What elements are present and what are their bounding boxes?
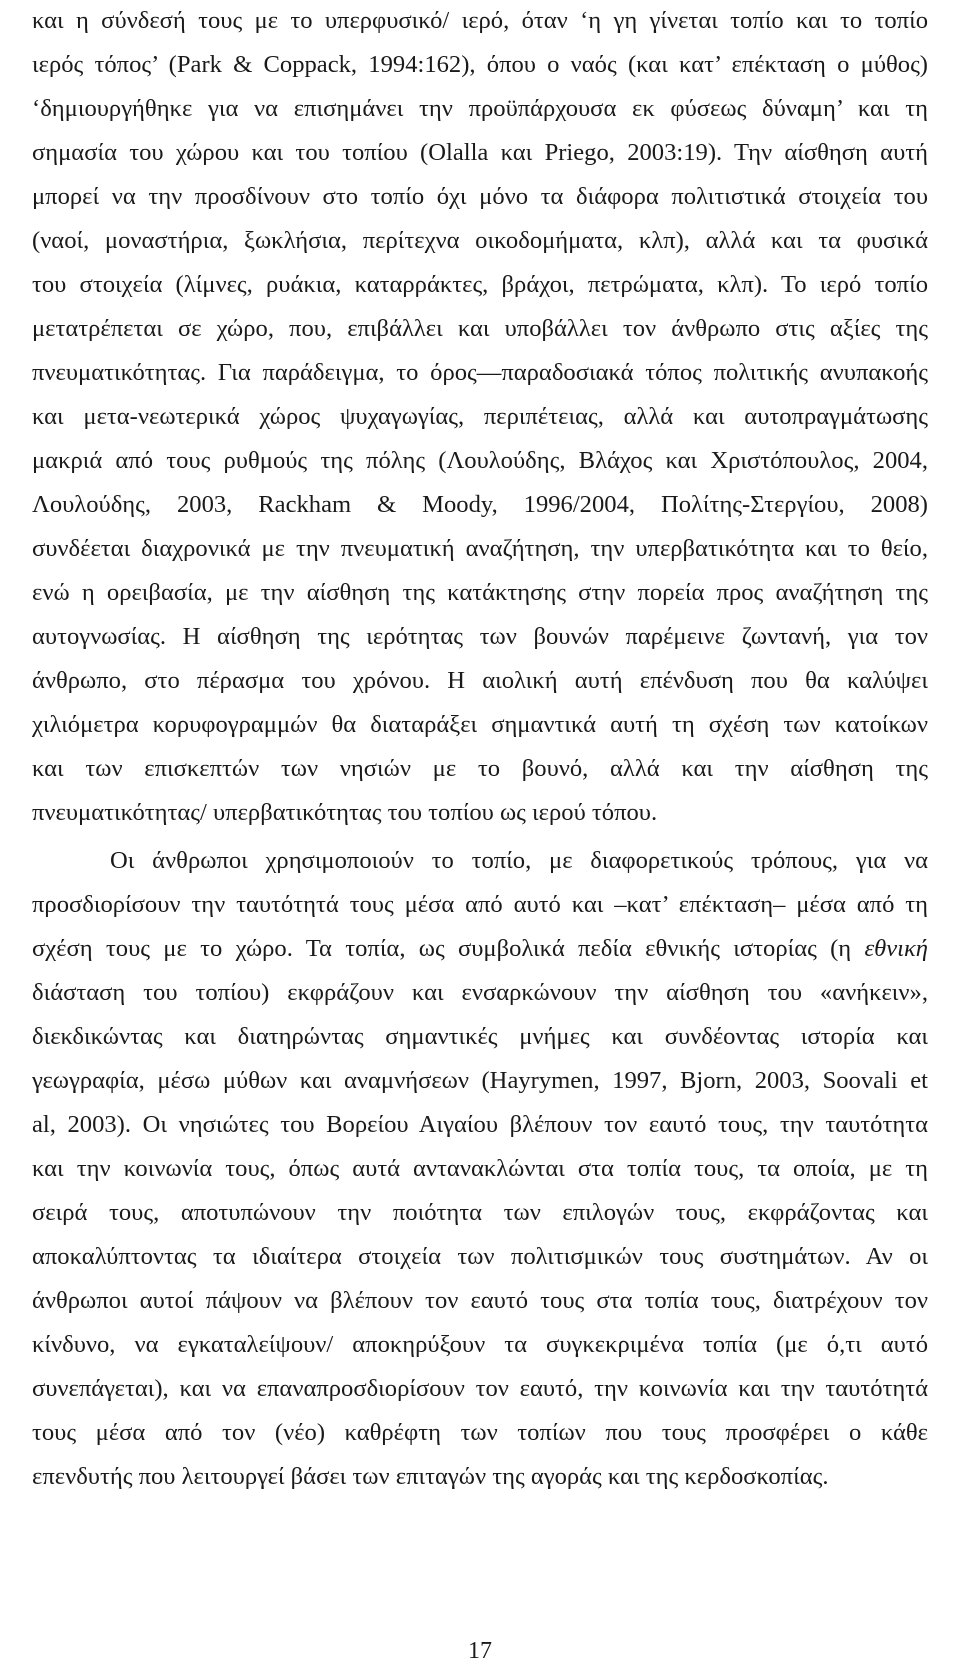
text-line: ιερός τόπος’ (Park & Coppack, 1994:162), όπου ο ναός (και κατ’ επέκταση ο μύθος) [32,51,928,78]
document-page [32,0,928,1678]
text-line: προσδιορίσουν την ταυτότητά τους μέσα από αυτό και –κατ’ επέκταση– μέσα από τη [32,891,928,918]
text-line: σειρά τους, αποτυπώνουν την ποιότητα των επιλογών τους, εκφράζοντας και [32,1199,928,1226]
text-line: κίνδυνο, να εγκαταλείψουν/ αποκηρύξουν τα συγκεκριμένα τοπία (με ό,τι αυτό [32,1331,928,1358]
text-line: ενώ η ορειβασία, με την αίσθηση της κατάκτησης στην πορεία προς αναζήτηση της [32,579,928,606]
text-line: πνευματικότητας. Για παράδειγμα, το όρος—παραδοσιακά τόπος πολιτικής ανυπακοής [32,359,928,386]
text-line: και η σύνδεσή τους με το υπερφυσικό/ ιερό, όταν ‘η γη γίνεται τοπίο και το τοπίο [32,7,928,34]
text-line [32,934,928,964]
text-run: σχέση τους με το χώρο. Τα τοπία, ως συμβολικά πεδία εθνικής ιστορίας (η [32,935,865,962]
text-line: και μετα-νεωτερικά χώρος ψυχαγωγίας, περιπέτειας, αλλά και αυτοπραγμάτωσης [32,403,928,430]
text-line: επενδυτής που λειτουργεί βάσει των επιταγών της αγοράς και της κερδοσκοπίας. [32,1463,829,1490]
text-line: μπορεί να την προσδίνουν στο τοπίο όχι μόνο τα διάφορα πολιτιστικά στοιχεία του [32,183,928,210]
text-line: και την κοινωνία τους, όπως αυτά αντανακλώνται στα τοπία τους, τα οποία, με τη [32,1155,928,1182]
text-line: χιλιόμετρα κορυφογραμμών θα διαταράξει σημαντικά αυτή τη σχέση των κατοίκων [32,711,928,738]
text-line: συνεπάγεται), και να επαναπροσδιορίσουν τον εαυτό, την κοινωνία και την ταυτότητά [32,1375,928,1402]
text-line: συνδέεται διαχρονικά με την πνευματική αναζήτηση, την υπερβατικότητα και το θείο, [32,535,928,562]
text-line: αυτογνωσίας. Η αίσθηση της ιερότητας των βουνών παρέμεινε ζωντανή, για τον [32,623,928,650]
text-line: διάσταση του τοπίου) εκφράζουν και ενσαρκώνουν την αίσθηση του «ανήκειν», [32,979,928,1006]
text-line: ‘δημιουργήθηκε για να επισημάνει την προϋπάρχουσα εκ φύσεως δύναμη’ και τη [32,95,928,122]
text-line: Λουλούδης, 2003, Rackham & Moody, 1996/2004, Πολίτης-Στεργίου, 2008) [32,491,928,518]
text-line: αποκαλύπτοντας τα ιδιαίτερα στοιχεία των πολιτισμικών τους συστημάτων. Αν οι [32,1243,928,1270]
text-line: μετατρέπεται σε χώρο, που, επιβάλλει και υποβάλλει τον άνθρωπο στις αξίες της [32,315,928,342]
text-line: τους μέσα από τον (νέο) καθρέφτη των τοπίων που τους προσφέρει ο κάθε [32,1419,928,1446]
text-line: al, 2003). Οι νησιώτες του Βορείου Αιγαίου βλέπουν τον εαυτό τους, την ταυτότητα [32,1111,928,1138]
emphasis-text: εθνική [864,935,928,962]
text-line: (ναοί, μοναστήρια, ξωκλήσια, περίτεχνα οικοδομήματα, κλπ), αλλά και τα φυσικά [32,227,928,254]
text-line: μακριά από τους ρυθμούς της πόλης (Λουλούδης, Βλάχος και Χριστόπουλος, 2004, [32,447,928,474]
text-line: πνευματικότητας/ υπερβατικότητας του τοπίου ως ιερού τόπου. [32,799,658,826]
text-line: άνθρωποι αυτοί πάψουν να βλέπουν τον εαυτό τους στα τοπία τους, διατρέχουν τον [32,1287,928,1314]
page-number: 17 [468,1638,492,1664]
text-line: γεωγραφία, μέσω μύθων και αναμνήσεων (Hayrymen, 1997, Bjorn, 2003, Soovali et [32,1067,928,1094]
text-line: του στοιχεία (λίμνες, ρυάκια, καταρράκτες, βράχοι, πετρώματα, κλπ). Το ιερό τοπίο [32,271,928,298]
text-line: σημασία του χώρου και του τοπίου (Olalla και Priego, 2003:19). Την αίσθηση αυτή [32,139,928,166]
text-line: και των επισκεπτών των νησιών με το βουνό, αλλά και την αίσθηση της [32,755,928,782]
text-line: διεκδικώντας και διατηρώντας σημαντικές μνήμες και συνδέοντας ιστορία και [32,1023,928,1050]
text-line: άνθρωπο, στο πέρασμα του χρόνου. Η αιολική αυτή επένδυση που θα καλύψει [32,667,928,694]
text-line: Οι άνθρωποι χρησιμοποιούν το τοπίο, με διαφορετικούς τρόπους, για να [110,847,928,874]
